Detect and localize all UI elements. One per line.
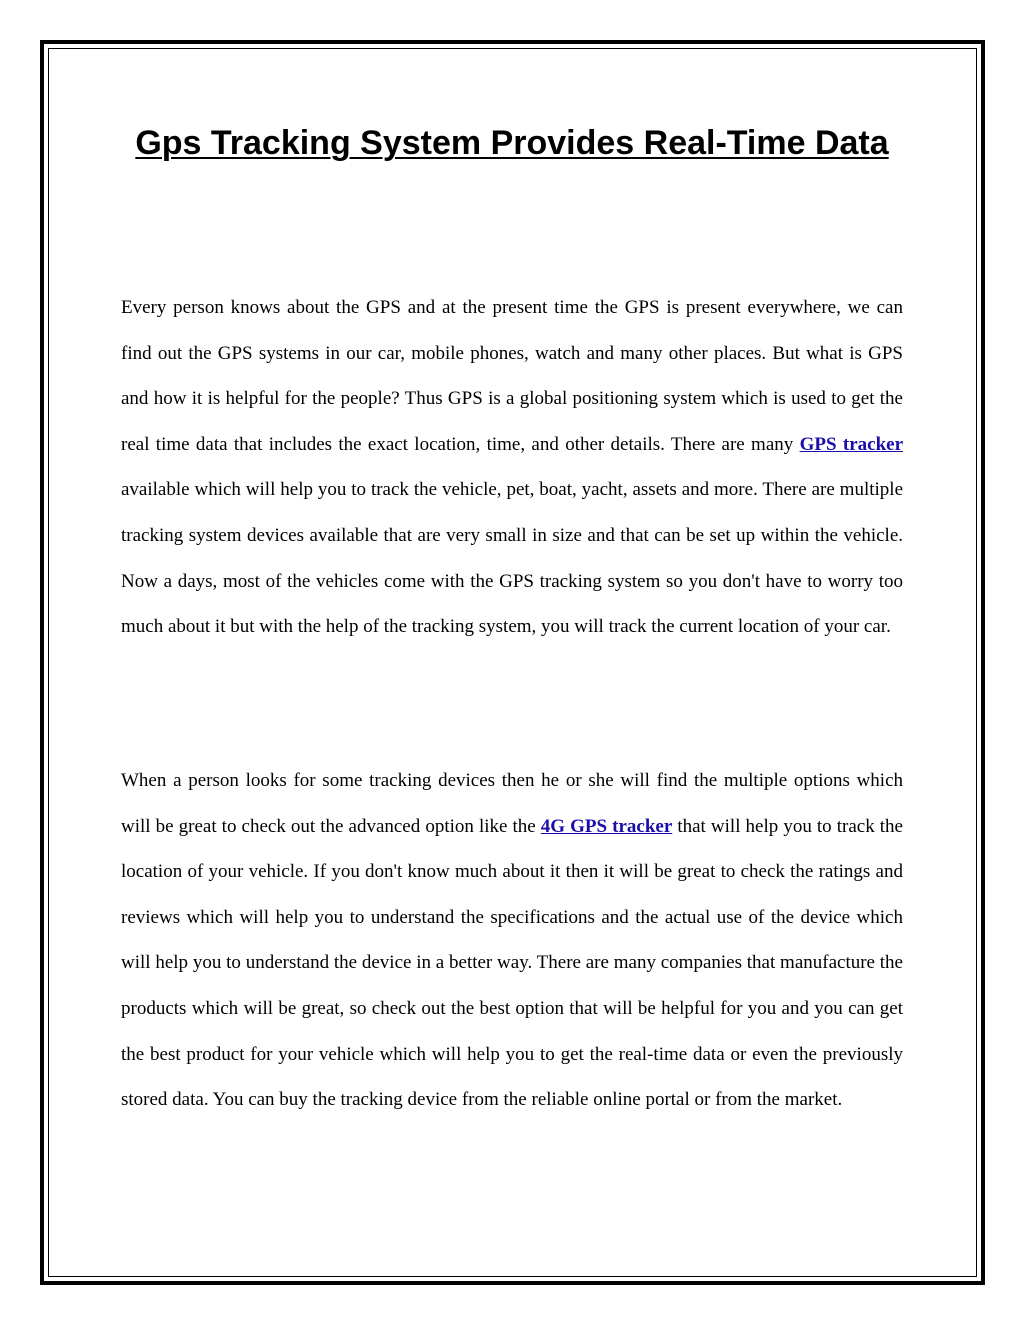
- paragraph-1-text-start: Every person knows about the GPS and at the present time the GPS is present everywhere, we can find out the GPS systems in our car, mobile phones, watch and many other places. But what is GPS and how it is helpful for the people? Thus GPS is a global positioning system which is used to get the real time data that includes the exact location, time, and other details. There are many: [121, 297, 903, 455]
- paragraph-2-text-end: that will help you to track the location of your vehicle. If you don't know much about it then it will be great to check the ratings and reviews which will help you to understand the specifications and the actual use of the device which will help you to understand the device in a better way. There are many companies that manufacture the products which will be great, so check out the best option that will be helpful for you and you can get the best product for your vehicle which will help you to get the real-time data or even the previously stored data. You can buy the tracking device from the reliable online portal or from the market.: [121, 815, 903, 1111]
- paragraph-2-text-start: When a person looks for some tracking devices then he or she will find the multiple options which will be great to check out the advanced option like the: [121, 770, 903, 837]
- document-title: Gps Tracking System Provides Real-Time Data: [135, 124, 889, 162]
- paragraph-2: [121, 758, 903, 1123]
- gps-tracker-link[interactable]: GPS tracker: [799, 433, 904, 455]
- 4g-gps-tracker-link[interactable]: 4G GPS tracker: [540, 815, 673, 837]
- paragraph-1: [121, 285, 903, 650]
- paragraph-1-text-end: available which will help you to track the vehicle, pet, boat, yacht, assets and more. There are multiple tracking system devices available that are very small in size and that can be set up within the vehicle. Now a days, most of the vehicles come with the GPS tracking system so you don't have to worry too much about it but with the help of the tracking system, you will track the current location of your car.: [121, 479, 903, 638]
